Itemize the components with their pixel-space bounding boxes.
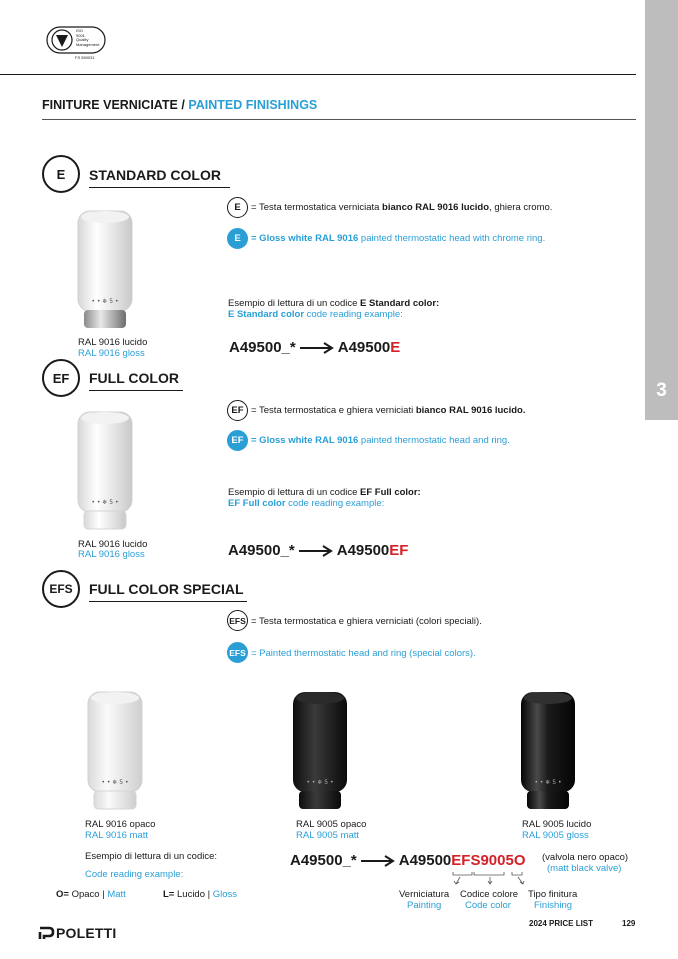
ef-code-example bbox=[228, 542, 408, 559]
ef-desc-it-prefix: = Testa termostatica e ghiera verniciati bbox=[251, 405, 416, 416]
page-title bbox=[42, 98, 317, 112]
section-e-underline bbox=[89, 187, 230, 188]
valve-image-white-matt bbox=[84, 688, 146, 818]
valve-image-black-matt bbox=[289, 688, 351, 818]
arrow-right-icon bbox=[299, 545, 333, 557]
valve-note-en: (matt black valve) bbox=[547, 863, 622, 874]
efs-product-3-label-en: RAL 9005 gloss bbox=[522, 830, 589, 841]
legend-o-en: Matt bbox=[107, 889, 126, 900]
page-title-en: PAINTED FINISHINGS bbox=[188, 98, 318, 112]
efs-product-2-label-en: RAL 9005 matt bbox=[296, 830, 360, 841]
e-desc-it-prefix: = Testa termostatica verniciata bbox=[251, 202, 383, 213]
e-badge-it: E bbox=[227, 197, 248, 218]
ef-desc-en bbox=[251, 435, 510, 446]
e-code-suffix: E bbox=[390, 339, 401, 356]
ef-code-base: A49500_* bbox=[228, 542, 295, 559]
page-title-it: FINITURE VERNICIATE / bbox=[42, 98, 189, 112]
e-desc-it-bold: bianco RAL 9016 lucido bbox=[382, 202, 490, 213]
section-efs-underline bbox=[89, 601, 247, 602]
ef-example-en bbox=[228, 498, 384, 509]
svg-text:• • ❄ 5 •: • • ❄ 5 • bbox=[91, 298, 119, 305]
efs-example-en: Code reading example: bbox=[85, 869, 184, 880]
cert-line: ISO bbox=[76, 28, 83, 33]
e-desc-en-text: painted thermostatic head with chrome ring. bbox=[358, 233, 546, 244]
e-example-en bbox=[228, 309, 403, 320]
e-desc-en bbox=[251, 233, 545, 244]
e-example-it-prefix: Esempio di lettura di un codice bbox=[228, 298, 361, 309]
e-desc-it-suffix: , ghiera cromo. bbox=[489, 202, 553, 213]
arrow-right-icon bbox=[300, 342, 334, 354]
title-underline bbox=[42, 119, 636, 120]
efs-badge-en: EFS bbox=[227, 642, 248, 663]
efs-code-base: A49500_* bbox=[290, 852, 357, 869]
section-ef-title: FULL COLOR bbox=[89, 370, 179, 386]
part-finishing-it: Tipo finitura bbox=[528, 889, 578, 900]
ef-image-label-en: RAL 9016 gloss bbox=[78, 549, 145, 560]
svg-text:• • ❄ 5 •: • • ❄ 5 • bbox=[306, 779, 334, 786]
cert-line: Management bbox=[76, 41, 100, 47]
valve-image-black-gloss bbox=[517, 688, 579, 818]
ef-example-it-bold: EF Full color: bbox=[360, 487, 421, 498]
cert-line: Quality bbox=[76, 37, 89, 42]
cert-line: 9001 bbox=[76, 32, 85, 38]
legend-l-en: Gloss bbox=[212, 889, 238, 900]
valve-note-it: (valvola nero opaco) bbox=[542, 852, 629, 863]
svg-text:• • ❄ 5 •: • • ❄ 5 • bbox=[534, 779, 562, 786]
ef-example-en-bold: EF Full color bbox=[228, 498, 286, 509]
part-finishing-en: Finishing bbox=[534, 900, 573, 911]
efs-desc-en: = Painted thermostatic head and ring (special colors). bbox=[251, 648, 476, 659]
e-badge-en: E bbox=[227, 228, 248, 249]
e-code-base: A49500_* bbox=[229, 339, 296, 356]
ef-desc-en-text: painted thermostatic head and ring. bbox=[358, 435, 510, 446]
ef-image-label-it: RAL 9016 lucido bbox=[78, 539, 148, 550]
efs-product-1-label-it: RAL 9016 opaco bbox=[85, 819, 156, 830]
efs-example-it: Esempio di lettura di un codice: bbox=[85, 851, 218, 862]
ef-badge-it: EF bbox=[227, 400, 248, 421]
finish-legend-l bbox=[163, 889, 237, 900]
svg-text:• • ❄ 5 •: • • ❄ 5 • bbox=[101, 779, 129, 786]
efs-code-suffix: EFS9005O bbox=[451, 852, 526, 869]
efs-product-2-label-it: RAL 9005 opaco bbox=[296, 819, 367, 830]
part-painting-en: Painting bbox=[407, 900, 442, 911]
legend-l-key: L= bbox=[163, 889, 175, 900]
chapter-number: 3 bbox=[656, 380, 667, 401]
ef-desc-en-bold: = Gloss white RAL 9016 bbox=[251, 435, 359, 446]
section-efs-title: FULL COLOR SPECIAL bbox=[89, 581, 244, 597]
e-desc-en-bold: = Gloss white RAL 9016 bbox=[251, 233, 359, 244]
e-example-it bbox=[228, 298, 439, 309]
ef-desc-it-bold: bianco RAL 9016 lucido. bbox=[415, 405, 526, 416]
e-code-example bbox=[229, 339, 400, 356]
section-efs-badge: EFS bbox=[42, 570, 80, 608]
ef-example-en-text: code reading example: bbox=[285, 498, 385, 509]
certification-logo bbox=[46, 25, 106, 55]
valve-image-white-full bbox=[74, 408, 136, 538]
efs-product-3-label-it: RAL 9005 lucido bbox=[522, 819, 592, 830]
e-image-label-it: RAL 9016 lucido bbox=[78, 337, 148, 348]
efs-code-result: A49500 bbox=[398, 852, 452, 869]
price-list-label: 2024 PRICE LIST bbox=[529, 919, 594, 928]
ef-code-result: A49500 bbox=[336, 542, 390, 559]
efs-product-1-label-en: RAL 9016 matt bbox=[85, 830, 149, 841]
page-number: 129 bbox=[622, 919, 636, 928]
efs-desc-it: = Testa termostatica e ghiera verniciati (colori speciali). bbox=[251, 616, 482, 627]
ef-example-it bbox=[228, 487, 421, 498]
efs-badge-it: EFS bbox=[227, 610, 248, 631]
e-image-label-en: RAL 9016 gloss bbox=[78, 348, 145, 359]
valve-image-white-chrome bbox=[74, 207, 136, 337]
cert-code: FS 559031 bbox=[75, 55, 95, 60]
header-divider bbox=[0, 74, 636, 75]
section-e-title: STANDARD COLOR bbox=[89, 167, 221, 183]
part-code-color-it: Codice colore bbox=[460, 889, 519, 900]
e-code-result: A49500 bbox=[337, 339, 391, 356]
ef-code-suffix: EF bbox=[389, 542, 409, 559]
part-painting-it: Verniciatura bbox=[399, 889, 450, 900]
part-code-color-en: Code color bbox=[465, 900, 511, 911]
svg-text:• • ❄ 5 •: • • ❄ 5 • bbox=[91, 499, 119, 506]
brand-name: POLETTI bbox=[56, 925, 117, 941]
section-e-badge: E bbox=[42, 155, 80, 193]
ef-example-it-prefix: Esempio di lettura di un codice bbox=[228, 487, 361, 498]
ef-desc-it bbox=[251, 405, 525, 416]
e-example-en-bold: E Standard color bbox=[228, 309, 305, 320]
code-breakdown-brackets bbox=[448, 871, 530, 887]
efs-code-example bbox=[290, 852, 526, 869]
e-desc-it bbox=[251, 202, 552, 213]
poletti-mark-icon bbox=[38, 926, 55, 940]
arrow-right-icon bbox=[361, 855, 395, 867]
section-ef-badge: EF bbox=[42, 359, 80, 397]
legend-o-it: Opaco | bbox=[68, 889, 108, 900]
e-example-en-text: code reading example: bbox=[304, 309, 403, 320]
e-example-it-bold: E Standard color: bbox=[360, 298, 440, 309]
finish-legend bbox=[56, 889, 126, 900]
ef-badge-en: EF bbox=[227, 430, 248, 451]
legend-o-key: O= bbox=[56, 889, 69, 900]
chapter-side-tab bbox=[645, 0, 678, 420]
section-ef-underline bbox=[89, 390, 183, 391]
legend-l-it: Lucido | bbox=[174, 889, 213, 900]
brand-logo bbox=[38, 925, 117, 941]
